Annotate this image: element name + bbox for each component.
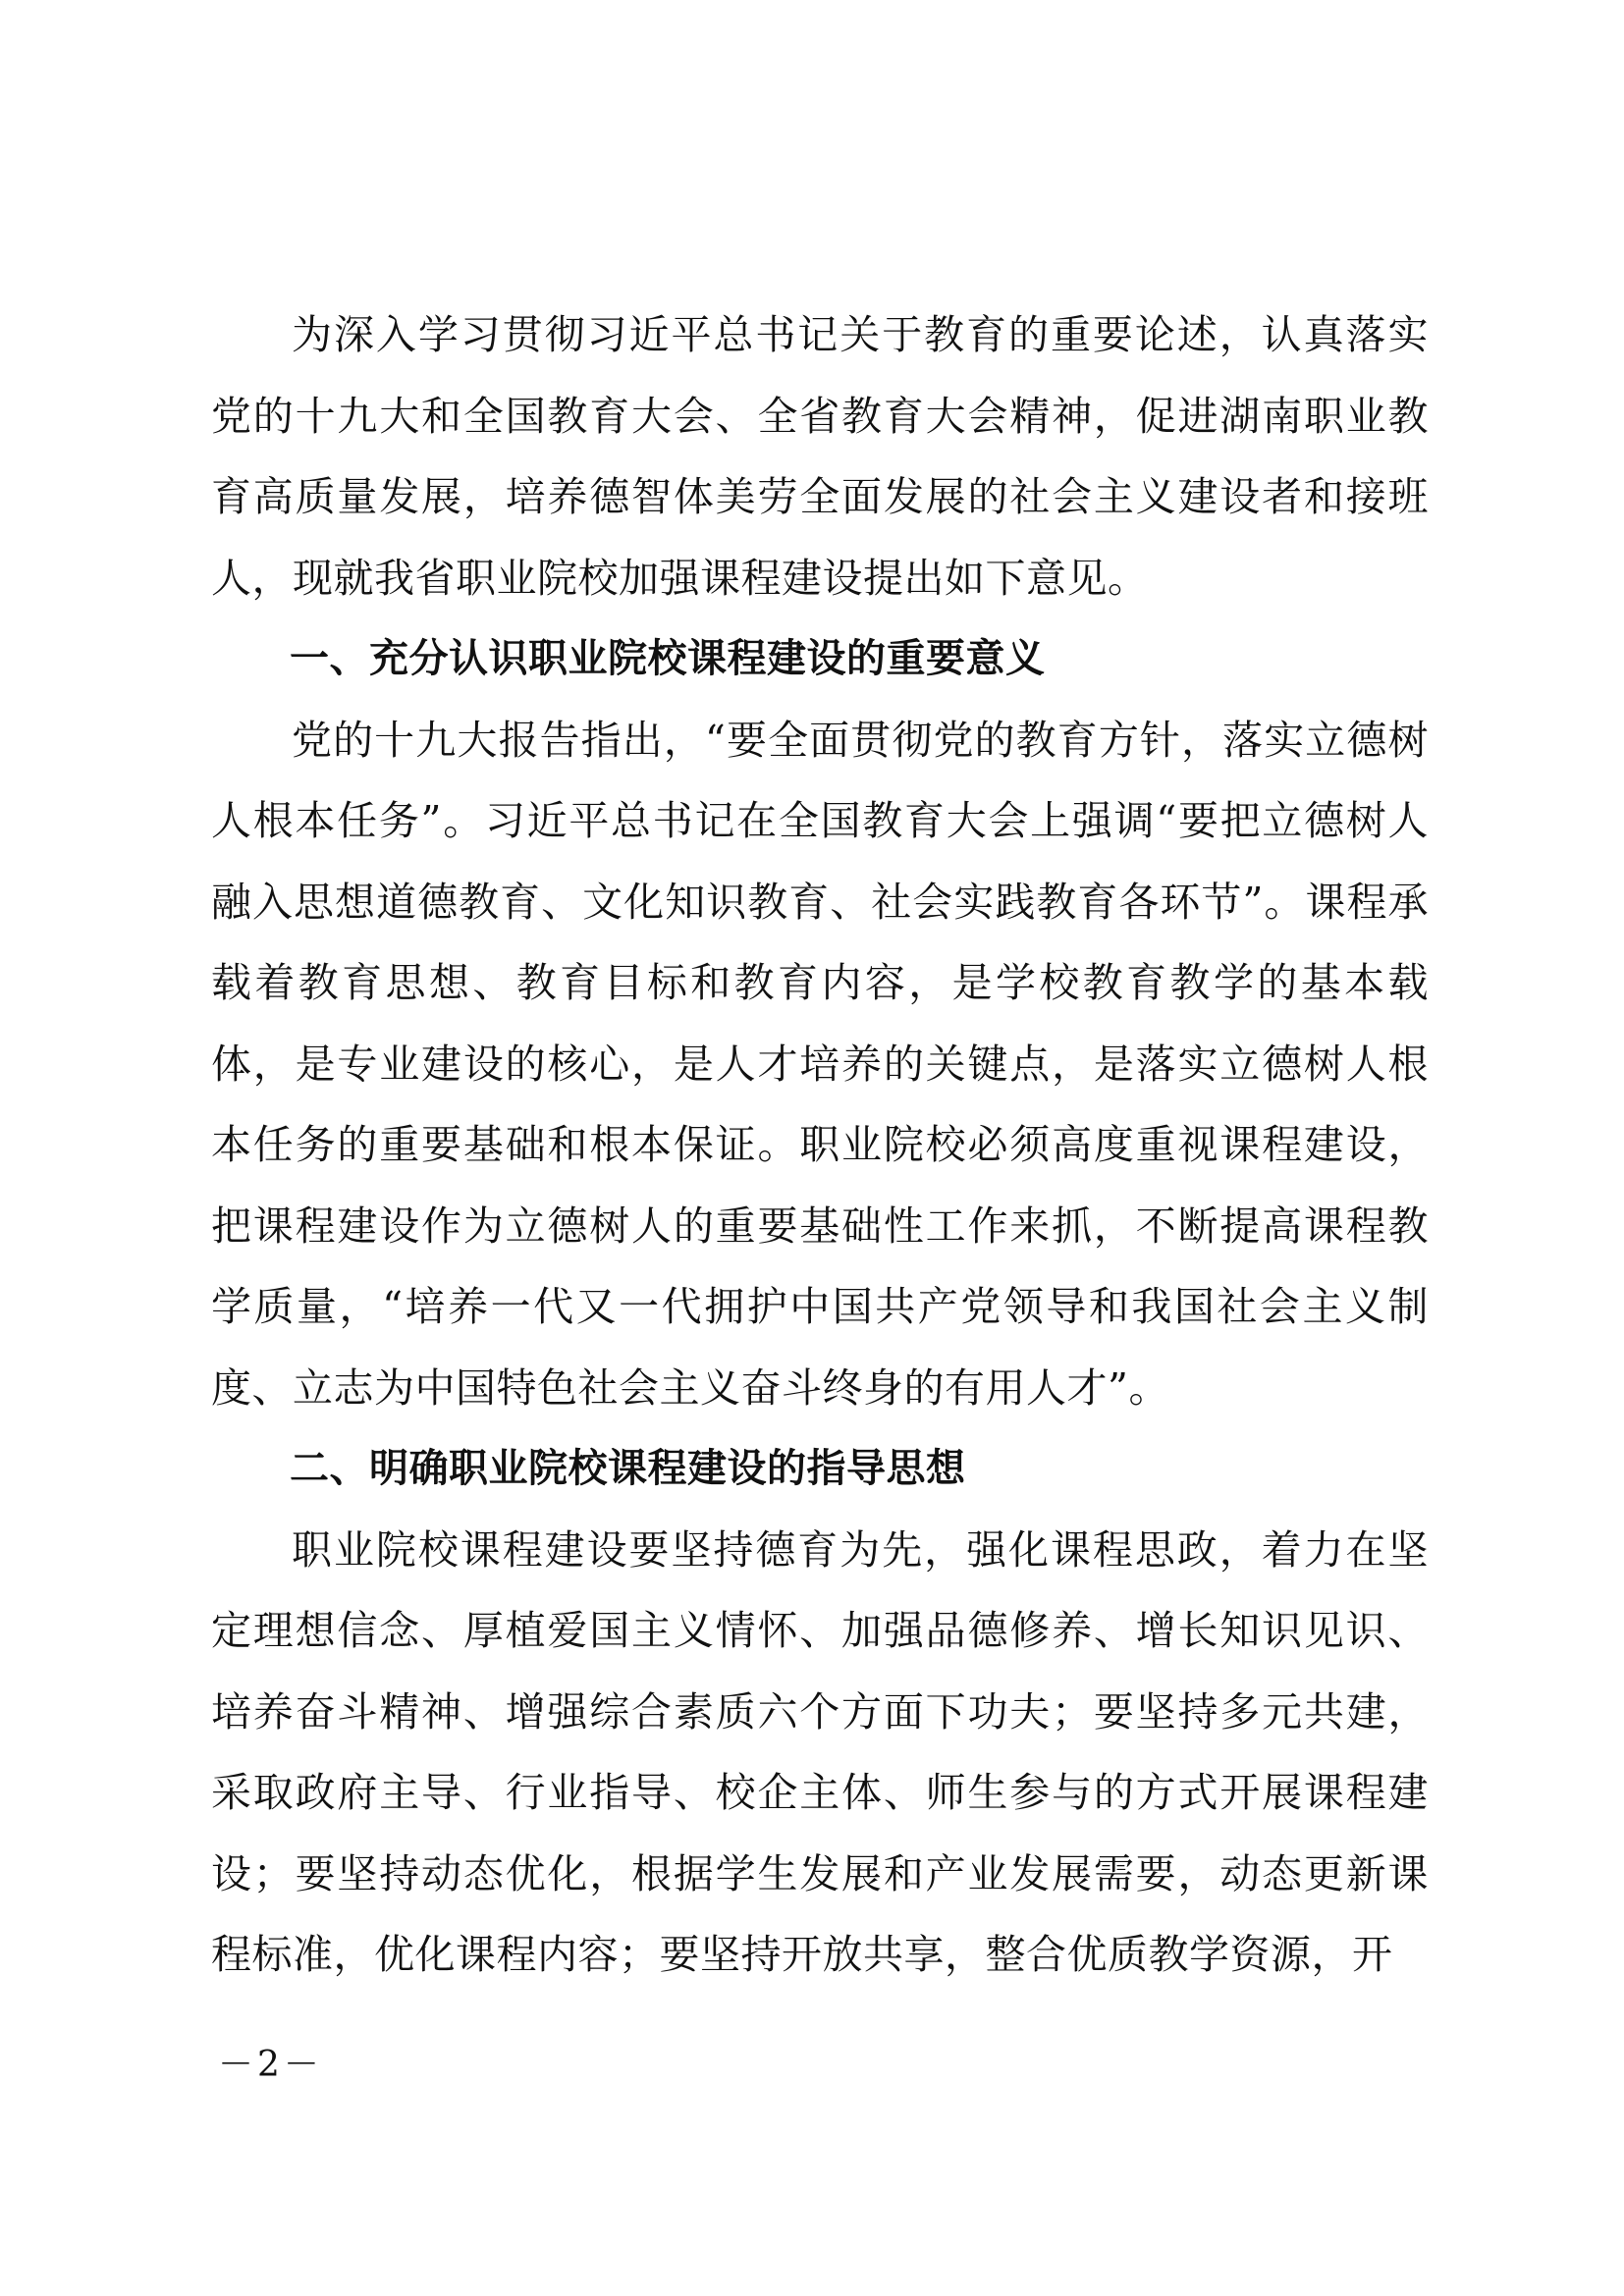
section-2-paragraph: 职业院校课程建设要坚持德育为先，强化课程思政，着力在坚定理想信念、厚植爱国主义情怀、加强品德修养、增长知识见识、培养奋斗精神、增强综合素质六个方面下功夫；要坚持多元共建，采取政府主导、行业指导、校企主体、师生参与的方式开展课程建设；要坚持动态优化，根据学生发展和产业发展需要，动态更新课程标准，优化课程内容；要坚持开放共享，整合优质教学资源，开 <box>211 1525 1429 1978</box>
section-heading-2: 二、明确职业院校课程建设的指导思想 <box>290 1446 966 1491</box>
intro-paragraph: 为深入学习贯彻习近平总书记关于教育的重要论述，认真落实党的十九大和全国教育大会、全省教育大会精神，促进湖南职业教育高质量发展，培养德智体美劳全面发展的社会主义建设者和接班人，现就我省职业院校加强课程建设提出如下意见。 <box>211 311 1429 602</box>
section-1-paragraph: 党的十九大报告指出，“要全面贯彻党的教育方针，落实立德树人根本任务”。习近平总书记在全国教育大会上强调“要把立德树人融入思想道德教育、文化知识教育、社会实践教育各环节”。课程承载着教育思想、教育目标和教育内容，是学校教育教学的基本载体，是专业建设的核心，是人才培养的关键点，是落实立德树人根本任务的重要基础和根本保证。职业院校必须高度重视课程建设，把课程建设作为立德树人的重要基础性工作来抓，不断提高课程教学质量，“培养一代又一代拥护中国共产党领导和我国社会主义制度、立志为中国特色社会主义奋斗终身的有用人才”。 <box>211 716 1429 1412</box>
document-page <box>211 294 1429 1996</box>
section-heading-1: 一、充分认识职业院校课程建设的重要意义 <box>290 636 1046 681</box>
page-number: －2－ <box>218 2045 323 2085</box>
